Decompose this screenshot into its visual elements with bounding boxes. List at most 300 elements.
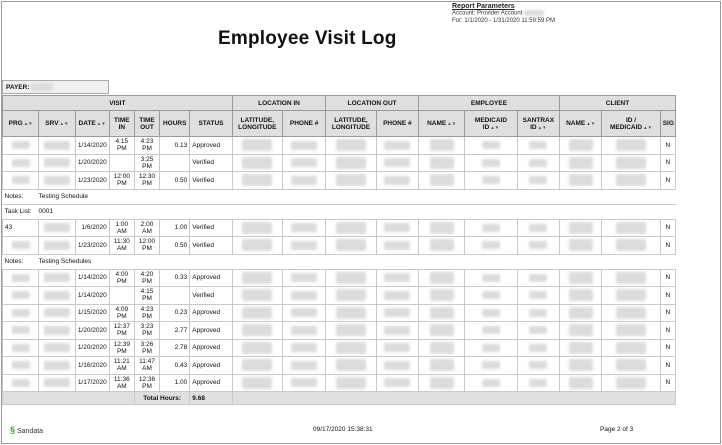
- cell-hours: [160, 287, 190, 305]
- redacted-value: [482, 274, 500, 282]
- redacted-value: [44, 141, 70, 150]
- cell-sig: N: [660, 357, 675, 375]
- col-date[interactable]: DATE▲▼: [75, 111, 109, 137]
- redacted-cell: [39, 154, 75, 172]
- sort-arrows-icon[interactable]: ▲▼: [537, 124, 547, 130]
- cell-sig: N: [660, 172, 675, 190]
- redacted-cell: [326, 172, 376, 190]
- redacted-value: [569, 377, 593, 389]
- redacted-cell: [3, 357, 39, 375]
- cell-sig: N: [660, 322, 675, 340]
- cell-hours: 2.77: [160, 322, 190, 340]
- redacted-value: [336, 239, 366, 251]
- page-number: Page 2 of 3: [600, 426, 634, 433]
- redacted-value: [12, 361, 30, 369]
- redacted-cell: [283, 322, 326, 340]
- redacted-value: [616, 139, 646, 151]
- redacted-cell: [283, 287, 326, 305]
- report-title: Employee Visit Log: [218, 28, 397, 49]
- cell-status: Approved: [190, 304, 232, 322]
- cell-date: 1/14/2020: [75, 269, 109, 287]
- redacted-value: [384, 343, 410, 352]
- col-santrax-id[interactable]: SANTRAX ID▲▼: [517, 111, 559, 137]
- redacted-value: [529, 344, 547, 352]
- col-time-in: TIME IN: [109, 111, 134, 137]
- cell-time-out: 3:25 PM: [134, 154, 159, 172]
- redacted-cell: [283, 237, 326, 255]
- redacted-cell: [418, 322, 464, 340]
- redacted-cell: [418, 304, 464, 322]
- sort-arrows-icon[interactable]: ▲▼: [490, 124, 500, 130]
- redacted-value: [12, 159, 30, 167]
- redacted-cell: [602, 154, 660, 172]
- cell-status: Approved: [190, 269, 232, 287]
- col-hours: HOURS: [160, 111, 190, 137]
- redacted-cell: [602, 287, 660, 305]
- payer-box: [2, 80, 109, 94]
- redacted-value: [384, 291, 410, 300]
- redacted-value: [291, 176, 317, 185]
- cell-hours: 0.50: [160, 172, 190, 190]
- redacted-cell: [326, 219, 376, 237]
- sort-arrows-icon[interactable]: ▲▼: [59, 121, 69, 126]
- col-client-name[interactable]: NAME▲▼: [560, 111, 602, 137]
- redacted-value: [336, 342, 366, 354]
- redacted-payer: [31, 83, 53, 91]
- col-client-id[interactable]: ID / MEDICAID▲▼: [602, 111, 660, 137]
- visit-row[interactable]: [3, 237, 676, 255]
- redacted-cell: [418, 237, 464, 255]
- redacted-cell: [418, 269, 464, 287]
- account-label: Account: Provider Account: [452, 10, 523, 17]
- cell-sig: N: [660, 339, 675, 357]
- redacted-value: [430, 307, 454, 319]
- redacted-value: [529, 224, 547, 232]
- cell-time-in: 11:21 AM: [109, 357, 134, 375]
- cell-status: Verified: [190, 154, 232, 172]
- redacted-value: [529, 309, 547, 317]
- redacted-value: [12, 344, 30, 352]
- notes-row-label: Notes:: [4, 258, 24, 265]
- redacted-cell: [517, 172, 559, 190]
- redacted-value: [336, 289, 366, 301]
- redacted-cell: [418, 154, 464, 172]
- cell-hours: 1.00: [160, 374, 190, 392]
- redacted-cell: [232, 219, 282, 237]
- visit-row[interactable]: [3, 154, 676, 172]
- redacted-value: [242, 377, 272, 389]
- visit-row[interactable]: [3, 137, 676, 155]
- redacted-value: [291, 141, 317, 150]
- redacted-value: [430, 377, 454, 389]
- cell-sig: N: [660, 219, 675, 237]
- sort-arrows-icon[interactable]: ▲▼: [23, 121, 33, 126]
- cell-hours: 0.33: [160, 269, 190, 287]
- redacted-value: [616, 342, 646, 354]
- cell-time-in: 11:30 AM: [109, 237, 134, 255]
- cell-date: 1/20/2020: [75, 339, 109, 357]
- redacted-value: [291, 308, 317, 317]
- visit-row[interactable]: [3, 339, 676, 357]
- redacted-cell: [465, 374, 517, 392]
- redacted-cell: [560, 269, 602, 287]
- visit-row[interactable]: [3, 219, 676, 237]
- redacted-cell: [376, 154, 418, 172]
- col-employee-name[interactable]: NAME▲▼: [418, 111, 464, 137]
- redacted-value: [529, 361, 547, 369]
- redacted-value: [482, 309, 500, 317]
- cell-time-in: 4:09 PM: [109, 304, 134, 322]
- notes-row-label: Notes:: [4, 193, 24, 200]
- visit-row[interactable]: [3, 269, 676, 287]
- redacted-value: [482, 379, 500, 387]
- cell-date: 1/6/2020: [75, 219, 109, 237]
- redacted-value: [44, 326, 70, 335]
- redacted-cell: [39, 172, 75, 190]
- redacted-value: [569, 239, 593, 251]
- redacted-cell: [560, 357, 602, 375]
- redacted-value: [384, 378, 410, 387]
- cell-status: Approved: [190, 137, 232, 155]
- redacted-value: [12, 309, 30, 317]
- redacted-cell: [39, 219, 75, 237]
- redacted-value: [529, 241, 547, 249]
- cell-time-out: 4:23 PM: [134, 137, 159, 155]
- redacted-value: [529, 159, 547, 167]
- visit-log-table: [2, 95, 676, 405]
- report-parameters: [452, 3, 555, 25]
- cell-date: 1/15/2020: [75, 304, 109, 322]
- redacted-value: [384, 326, 410, 335]
- redacted-value: [12, 379, 30, 387]
- redacted-value: [12, 176, 30, 184]
- redacted-cell: [232, 287, 282, 305]
- redacted-cell: [560, 322, 602, 340]
- redacted-value: [482, 291, 500, 299]
- redacted-value: [291, 241, 317, 250]
- redacted-cell: [602, 304, 660, 322]
- redacted-cell: [232, 237, 282, 255]
- redacted-value: [242, 272, 272, 284]
- redacted-value: [569, 272, 593, 284]
- redacted-value: [242, 289, 272, 301]
- redacted-value: [242, 139, 272, 151]
- redacted-cell: [560, 137, 602, 155]
- redacted-value: [384, 176, 410, 185]
- redacted-cell: [376, 137, 418, 155]
- redacted-value: [616, 307, 646, 319]
- redacted-value: [430, 222, 454, 234]
- redacted-value: [336, 377, 366, 389]
- redacted-value: [569, 289, 593, 301]
- redacted-cell: [517, 304, 559, 322]
- cell-date: 1/14/2020: [75, 287, 109, 305]
- redacted-cell: [418, 219, 464, 237]
- cell-hours: 0.50: [160, 237, 190, 255]
- group-employee: EMPLOYEE: [418, 96, 559, 111]
- redacted-cell: [283, 172, 326, 190]
- cell-time-out: 12:36 PM: [134, 374, 159, 392]
- redacted-cell: [39, 137, 75, 155]
- cell-status: Approved: [190, 357, 232, 375]
- redacted-cell: [517, 357, 559, 375]
- redacted-cell: [283, 374, 326, 392]
- cell-sig: N: [660, 154, 675, 172]
- redacted-value: [242, 174, 272, 186]
- redacted-value: [482, 141, 500, 149]
- redacted-value: [482, 159, 500, 167]
- redacted-value: [569, 222, 593, 234]
- task-list-row-label: Task List:: [4, 208, 32, 215]
- cell-time-in: 12:00 PM: [109, 172, 134, 190]
- redacted-value: [529, 176, 547, 184]
- report-parameters-link[interactable]: Report Parameters: [452, 3, 515, 10]
- cell-time-in: 4:00 PM: [109, 269, 134, 287]
- redacted-cell: [602, 322, 660, 340]
- cell-time-out: 12:30 PM: [134, 172, 159, 190]
- sort-arrows-icon[interactable]: ▲▼: [643, 124, 653, 130]
- redacted-cell: [376, 237, 418, 255]
- payer-label: PAYER:: [6, 84, 30, 91]
- redacted-cell: [326, 339, 376, 357]
- redacted-cell: [376, 339, 418, 357]
- redacted-value: [336, 139, 366, 151]
- cell-time-in: [109, 154, 134, 172]
- redacted-cell: [560, 339, 602, 357]
- cell-status: Approved: [190, 374, 232, 392]
- col-medicaid-id[interactable]: MEDICAID ID▲▼: [465, 111, 517, 137]
- redacted-value: [430, 139, 454, 151]
- redacted-value: [242, 239, 272, 251]
- cell-hours: 0.23: [160, 304, 190, 322]
- cell-hours: 2.78: [160, 339, 190, 357]
- redacted-cell: [418, 172, 464, 190]
- visit-row[interactable]: [3, 287, 676, 305]
- redacted-cell: [465, 339, 517, 357]
- redacted-cell: [326, 269, 376, 287]
- redacted-cell: [517, 374, 559, 392]
- col-srv[interactable]: SRV▲▼: [39, 111, 75, 137]
- redacted-value: [44, 273, 70, 282]
- redacted-value: [336, 324, 366, 336]
- sort-arrows-icon[interactable]: ▲▼: [96, 121, 106, 126]
- redacted-cell: [465, 269, 517, 287]
- redacted-value: [242, 342, 272, 354]
- cell-status: Verified: [190, 172, 232, 190]
- redacted-value: [529, 274, 547, 282]
- cell-time-in: [109, 287, 134, 305]
- task-list-row: [3, 204, 676, 219]
- cell-sig: N: [660, 269, 675, 287]
- redacted-cell: [3, 137, 39, 155]
- cell-sig: N: [660, 137, 675, 155]
- redacted-value: [336, 157, 366, 169]
- cell-date: 1/20/2020: [75, 154, 109, 172]
- redacted-cell: [376, 374, 418, 392]
- redacted-cell: [326, 137, 376, 155]
- redacted-cell: [283, 137, 326, 155]
- redacted-cell: [232, 172, 282, 190]
- cell-time-out: 4:23 PM: [134, 304, 159, 322]
- redacted-cell: [3, 304, 39, 322]
- redacted-cell: [326, 374, 376, 392]
- redacted-cell: [232, 269, 282, 287]
- redacted-cell: [465, 322, 517, 340]
- redacted-value: [529, 326, 547, 334]
- redacted-value: [482, 224, 500, 232]
- redacted-value: [291, 361, 317, 370]
- redacted-value: [44, 343, 70, 352]
- group-location-out: LOCATION OUT: [326, 96, 419, 111]
- total-hours-label: Total Hours:: [134, 392, 189, 405]
- redacted-cell: [283, 269, 326, 287]
- col-time-out: TIME OUT: [134, 111, 159, 137]
- cell-hours: [160, 154, 190, 172]
- redacted-cell: [3, 269, 39, 287]
- redacted-cell: [602, 219, 660, 237]
- redacted-value: [291, 326, 317, 335]
- redacted-value: [44, 291, 70, 300]
- redacted-value: [616, 324, 646, 336]
- redacted-value: [616, 222, 646, 234]
- redacted-value: [44, 176, 70, 185]
- redacted-cell: [602, 374, 660, 392]
- redacted-value: [44, 158, 70, 167]
- col-prg[interactable]: PRG▲▼: [3, 111, 39, 137]
- redacted-value: [12, 241, 30, 249]
- redacted-cell: [465, 172, 517, 190]
- redacted-cell: [39, 374, 75, 392]
- sort-arrows-icon[interactable]: ▲▼: [586, 121, 596, 126]
- redacted-value: [616, 272, 646, 284]
- redacted-cell: [517, 237, 559, 255]
- redacted-cell: [560, 374, 602, 392]
- redacted-value: [529, 291, 547, 299]
- cell-status: Verified: [190, 287, 232, 305]
- redacted-cell: [39, 269, 75, 287]
- redacted-cell: [517, 154, 559, 172]
- redacted-cell: [3, 154, 39, 172]
- cell-status: Approved: [190, 322, 232, 340]
- cell-time-in: 1:00 AM: [109, 219, 134, 237]
- notes-row-text: Testing Schedules: [38, 258, 92, 265]
- redacted-cell: [39, 322, 75, 340]
- redacted-value: [336, 272, 366, 284]
- redacted-cell: [376, 269, 418, 287]
- col-latlng-out: LATITUDE, LONGITUDE: [326, 111, 376, 137]
- redacted-value: [291, 158, 317, 167]
- redacted-value: [616, 157, 646, 169]
- redacted-value: [291, 291, 317, 300]
- cell-sig: N: [660, 287, 675, 305]
- notes-row-text: Testing Schedule: [38, 193, 89, 200]
- redacted-value: [482, 344, 500, 352]
- redacted-value: [242, 359, 272, 371]
- group-location-in: LOCATION IN: [232, 96, 326, 111]
- visit-row[interactable]: [3, 304, 676, 322]
- cell-time-in: 4:15 PM: [109, 137, 134, 155]
- redacted-cell: [418, 287, 464, 305]
- redacted-value: [291, 378, 317, 387]
- redacted-cell: [283, 357, 326, 375]
- visit-row[interactable]: [3, 357, 676, 375]
- redacted-cell: [517, 269, 559, 287]
- group-client: CLIENT: [560, 96, 676, 111]
- sort-arrows-icon[interactable]: ▲▼: [447, 121, 457, 126]
- cell-status: Verified: [190, 237, 232, 255]
- redacted-value: [430, 272, 454, 284]
- visit-row[interactable]: [3, 322, 676, 340]
- redacted-value: [336, 359, 366, 371]
- redacted-cell: [39, 237, 75, 255]
- cell-sig: N: [660, 237, 675, 255]
- redacted-cell: [418, 357, 464, 375]
- redacted-cell: [326, 322, 376, 340]
- redacted-cell: [39, 357, 75, 375]
- redacted-value: [616, 289, 646, 301]
- cell-date: 1/14/2020: [75, 137, 109, 155]
- redacted-cell: [3, 322, 39, 340]
- redacted-cell: [465, 237, 517, 255]
- redacted-value: [482, 176, 500, 184]
- redacted-cell: [3, 339, 39, 357]
- redacted-cell: [232, 339, 282, 357]
- redacted-cell: [326, 154, 376, 172]
- redacted-cell: [418, 137, 464, 155]
- redacted-cell: [326, 287, 376, 305]
- redacted-value: [384, 361, 410, 370]
- redacted-cell: [465, 357, 517, 375]
- redacted-value: [482, 361, 500, 369]
- redacted-value: [430, 239, 454, 251]
- page-footer: [2, 421, 718, 441]
- cell-time-in: 11:36 AM: [109, 374, 134, 392]
- redacted-cell: [283, 219, 326, 237]
- cell-time-out: 4:15 PM: [134, 287, 159, 305]
- visit-row[interactable]: [3, 374, 676, 392]
- cell-hours: 0.13: [160, 137, 190, 155]
- redacted-value: [569, 174, 593, 186]
- redacted-value: [242, 222, 272, 234]
- cell-time-out: 3:26 PM: [134, 339, 159, 357]
- cell-date: 1/17/2020: [75, 374, 109, 392]
- cell-time-out: 4:20 PM: [134, 269, 159, 287]
- visit-row[interactable]: [3, 172, 676, 190]
- cell-status: Approved: [190, 339, 232, 357]
- redacted-value: [529, 141, 547, 149]
- redacted-cell: [39, 339, 75, 357]
- redacted-value: [44, 241, 70, 250]
- redacted-cell: [39, 287, 75, 305]
- redacted-cell: [465, 219, 517, 237]
- redacted-cell: [376, 304, 418, 322]
- redacted-cell: [465, 137, 517, 155]
- total-hours-value: 9.68: [190, 392, 232, 405]
- redacted-cell: [465, 304, 517, 322]
- redacted-cell: [376, 287, 418, 305]
- cell-date: 1/20/2020: [75, 322, 109, 340]
- redacted-cell: [602, 172, 660, 190]
- redacted-value: [430, 157, 454, 169]
- printed-timestamp: 09/17/2020 15:38:31: [313, 426, 373, 433]
- redacted-value: [384, 273, 410, 282]
- redacted-value: [569, 324, 593, 336]
- redacted-value: [384, 141, 410, 150]
- cell-sig: N: [660, 304, 675, 322]
- redacted-cell: [39, 304, 75, 322]
- redacted-value: [242, 157, 272, 169]
- cell-time-in: 12:37 PM: [109, 322, 134, 340]
